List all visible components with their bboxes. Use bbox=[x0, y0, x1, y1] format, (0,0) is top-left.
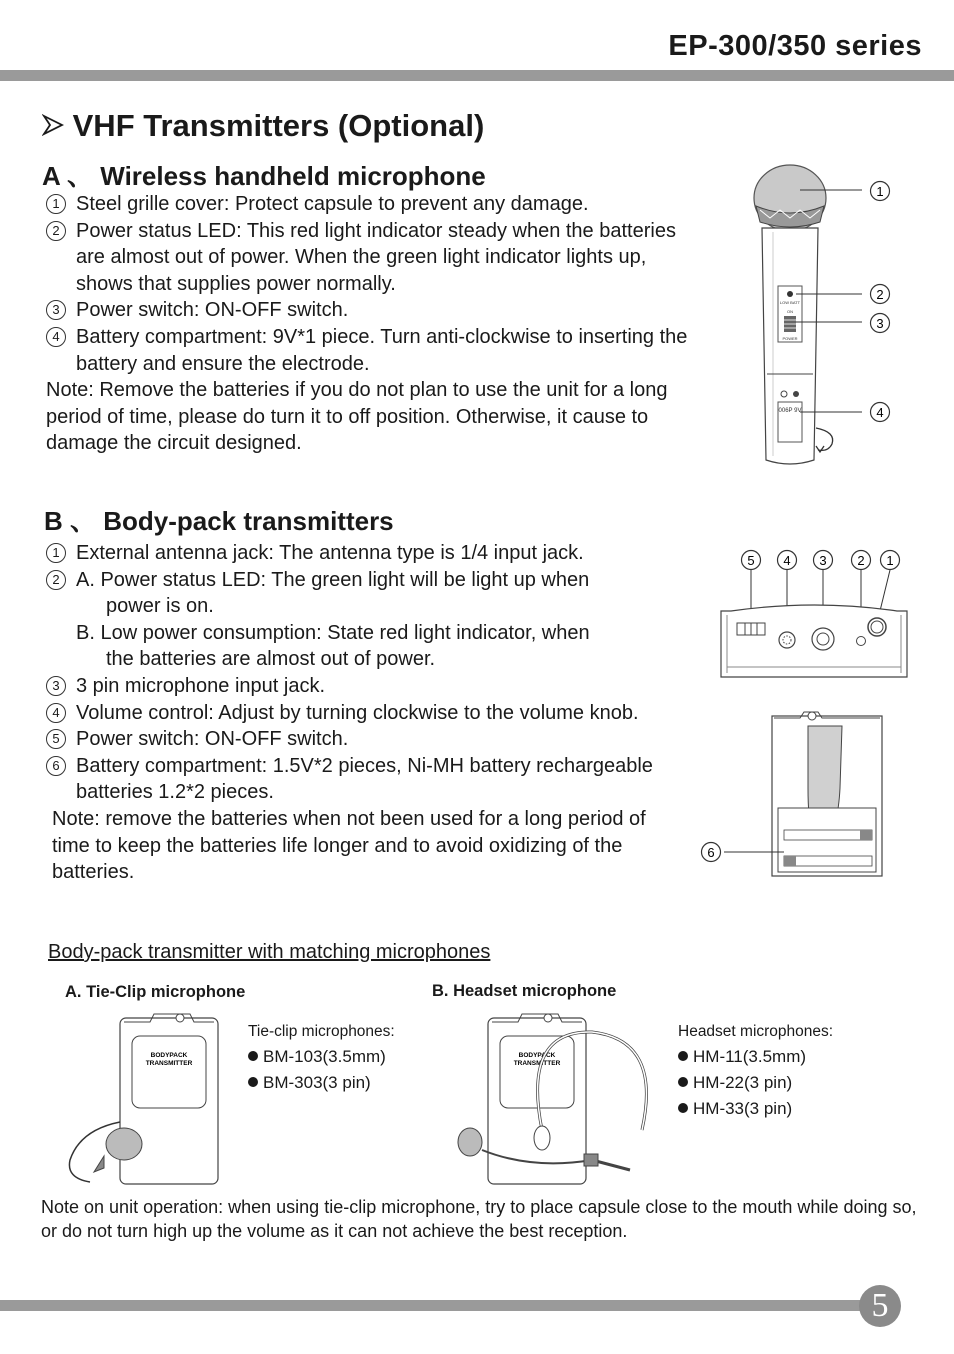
device-label: TRANSMITTER bbox=[145, 1060, 193, 1067]
device-label: BODYPACK bbox=[518, 1052, 556, 1059]
list-item: 6 Battery compartment: 1.5V*2 pieces, Ni-MH battery rechargeable batteries 1.2*2 pieces. bbox=[46, 753, 656, 806]
list-item: 2 A. Power status LED: The green light will be light up when power is on. bbox=[46, 567, 696, 620]
tie-clip-list-head: Tie-clip microphones: bbox=[248, 1023, 395, 1040]
headset-list-head: Headset microphones: bbox=[678, 1023, 834, 1040]
arrow-bullet-icon bbox=[42, 108, 64, 144]
series-title: EP-300/350 series bbox=[668, 30, 922, 62]
section-a-heading: A 、 Wireless handheld microphone bbox=[42, 161, 486, 191]
callout-5: 5 bbox=[747, 553, 755, 568]
bullet-icon bbox=[248, 1077, 258, 1087]
bullet-icon bbox=[678, 1051, 688, 1061]
headset-label: B. Headset microphone bbox=[432, 982, 617, 1000]
list-item: 2 Power status LED: This red light indicator steady when the batteries are almost out of power. When the green light indicator lights up, shows that supplies power normally. bbox=[46, 218, 686, 298]
page-number: 5 bbox=[859, 1285, 901, 1327]
matching-heading: Body-pack transmitter with matching microphones bbox=[48, 941, 491, 963]
tie-clip-figure bbox=[60, 1010, 230, 1190]
tie-clip-list bbox=[248, 1044, 386, 1096]
top-divider bbox=[0, 70, 954, 81]
bodypack-top-figure bbox=[715, 545, 915, 685]
section-b-list bbox=[46, 540, 696, 886]
battery-label: 006P 9V bbox=[778, 408, 802, 414]
section-a-note: Note: Remove the batteries if you do not plan to use the unit for a long period of time, please do turn it to off position. Otherwise, it cause to damage the circuit designed. bbox=[46, 379, 668, 455]
list-item: B. Low power consumption: State red light indicator, when the batteries are almost out of power. bbox=[76, 621, 590, 671]
list-item: HM-22(3 pin) bbox=[678, 1070, 806, 1096]
callout-4: 4 bbox=[783, 553, 791, 568]
device-label: TRANSMITTER bbox=[513, 1060, 561, 1067]
operation-note: Note on unit operation: when using tie-clip microphone, try to place capsule close to the mouth while doing so, or do not turn high up the volume as it can not achieve the best reception. bbox=[41, 1197, 917, 1241]
bullet-icon bbox=[248, 1051, 258, 1061]
handheld-microphone-figure bbox=[740, 160, 920, 470]
callout-3: 3 bbox=[819, 553, 827, 568]
bullet-icon bbox=[678, 1077, 688, 1087]
page-title bbox=[42, 108, 484, 144]
list-item: HM-11(3.5mm) bbox=[678, 1044, 806, 1070]
list-item: 3 Power switch: ON-OFF switch. bbox=[46, 297, 686, 324]
section-a-list bbox=[46, 191, 686, 457]
list-item: 1 External antenna jack: The antenna type is 1/4 input jack. bbox=[46, 540, 696, 567]
low-batt-label: LOW BATT bbox=[779, 300, 801, 305]
list-item: 4 Battery compartment: 9V*1 piece. Turn anti-clockwise to inserting the battery and ensure the electrode. bbox=[46, 324, 696, 377]
callout-1: 1 bbox=[876, 184, 884, 199]
callout-6: 6 bbox=[707, 845, 715, 860]
callout-2: 2 bbox=[857, 553, 865, 568]
power-label: POWER bbox=[782, 336, 798, 341]
callout-2: 2 bbox=[876, 287, 884, 302]
bottom-divider bbox=[0, 1300, 880, 1311]
list-item: 3 3 pin microphone input jack. bbox=[46, 673, 696, 700]
tie-clip-label: A. Tie-Clip microphone bbox=[65, 983, 246, 1001]
section-b-note: Note: remove the batteries when not been used for a long period of time to keep the batteries life longer and to avoid oxidizing of the batteries. bbox=[52, 807, 646, 884]
list-item: BM-303(3 pin) bbox=[248, 1070, 386, 1096]
list-item: 5 Power switch: ON-OFF switch. bbox=[46, 726, 696, 753]
bullet-icon bbox=[678, 1103, 688, 1113]
list-item: BM-103(3.5mm) bbox=[248, 1044, 386, 1070]
bodypack-back-figure bbox=[700, 708, 890, 880]
on-label: ON bbox=[787, 309, 793, 314]
callout-3: 3 bbox=[876, 316, 884, 331]
page-title-text: VHF Transmitters (Optional) bbox=[72, 108, 485, 143]
headset-list bbox=[678, 1044, 806, 1122]
callout-1: 1 bbox=[886, 553, 894, 568]
callout-4: 4 bbox=[876, 405, 884, 420]
device-label: BODYPACK bbox=[150, 1052, 188, 1059]
list-item: 1 Steel grille cover: Protect capsule to prevent any damage. bbox=[46, 191, 686, 218]
section-b-heading: B 、 Body-pack transmitters bbox=[44, 506, 394, 536]
headset-figure bbox=[452, 1010, 667, 1190]
list-item: HM-33(3 pin) bbox=[678, 1096, 806, 1122]
list-item: 4 Volume control: Adjust by turning clockwise to the volume knob. bbox=[46, 700, 696, 727]
